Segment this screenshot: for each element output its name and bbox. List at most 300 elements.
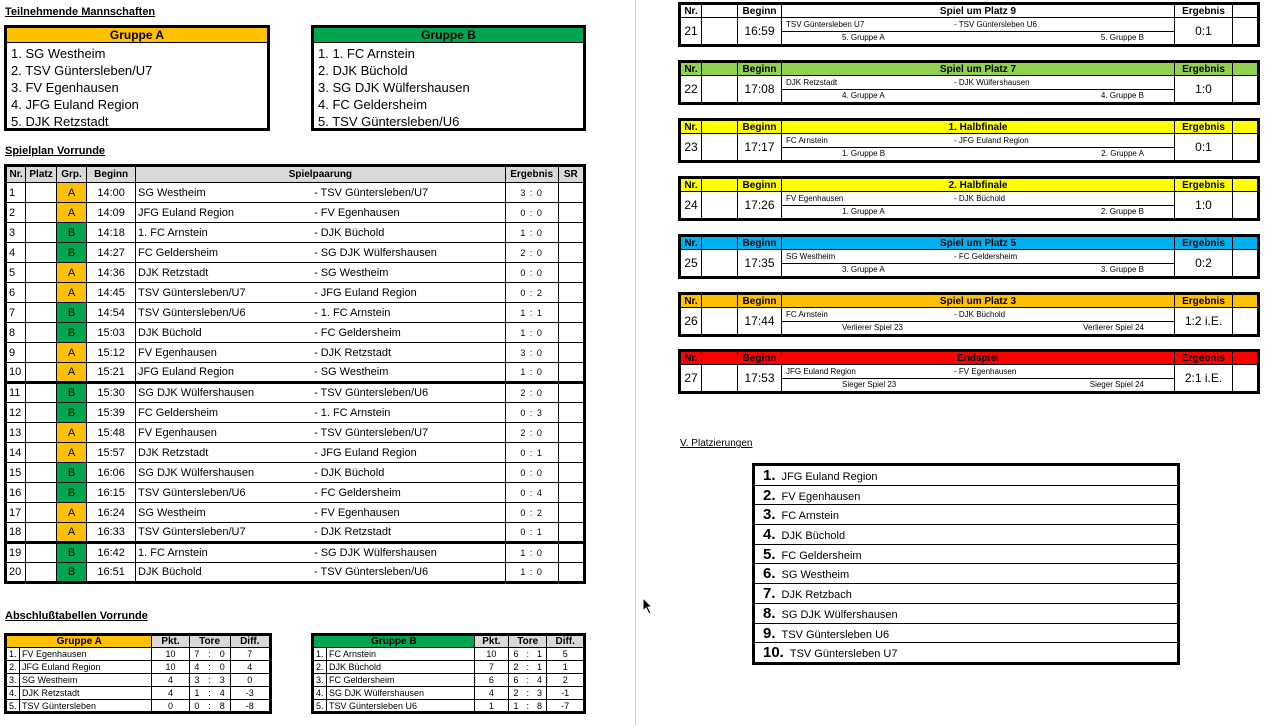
ko-team1: FC Arnstein [786,135,828,145]
game-pairing [136,483,506,503]
spielplan-row [6,543,585,563]
away-team: - FC Geldersheim [314,486,401,499]
goals-for: 0 [189,700,204,713]
game-time: 16:51 [87,563,136,583]
goals-sep: : [204,674,214,687]
table-row [6,661,271,674]
game-time: 14:54 [87,303,136,323]
rank: 1. [6,648,20,661]
table-row [6,700,271,713]
game-time: 16:15 [87,483,136,503]
rank: 5. [313,700,327,713]
game-pairing [136,243,506,263]
game-result: 2 : 0 [505,383,558,403]
spielplan-row [6,243,585,263]
rank: 2. [6,661,20,674]
ko-teams [782,19,1174,32]
ko-title: 2. Halbfinale [782,178,1175,192]
ko-match [782,18,1175,46]
away-team: - 1. FC Arnstein [314,406,391,419]
game-pairing [136,563,506,583]
home-team: TSV Güntersleben/U6 [138,306,246,319]
game-sr [558,263,584,283]
ko-sr [1233,134,1259,162]
away-team: - DJK Retzstadt [314,526,392,538]
game-time: 14:36 [87,263,136,283]
points: 4 [152,674,189,687]
ko-platz [702,192,738,220]
table-row [6,648,271,661]
game-platz [26,503,56,523]
ko-team2: - FC Geldersheim [954,251,1018,261]
spielplan-row [6,323,585,343]
goals-for: 6 [509,674,523,687]
ko-seed1: Verlierer Spiel 23 [842,322,903,332]
ko-result: 0:1 [1175,18,1233,46]
placement-row [755,564,1177,584]
ko-spacer [702,294,738,308]
spielplan-row [6,303,585,323]
ko-beginn: 17:17 [738,134,782,162]
ko-ergebnis-header: Ergebnis [1175,236,1233,250]
game-platz [26,403,56,423]
game-platz [26,343,56,363]
game-group: A [56,283,86,303]
ko-team1: TSV Güntersleben U7 [786,19,865,29]
game-group: B [56,563,86,583]
spielplan-row [6,363,585,383]
game-time: 14:45 [87,283,136,303]
game-platz [26,283,56,303]
spielplan-header-cell: SR [558,166,584,183]
points: 6 [474,674,508,687]
goal-diff: 5 [547,648,585,661]
platzierungen-list [752,463,1180,665]
goals-for: 4 [189,661,204,674]
points: 10 [152,661,189,674]
goals-against: 3 [215,674,230,687]
goal-diff: 1 [547,661,585,674]
rank: 3. [313,674,327,687]
team-item: 4. JFG Euland Region [11,97,139,112]
spielplan-title: Spielplan Vorrunde [5,145,106,157]
game-nr: 13 [6,423,26,443]
ko-nr: 25 [680,250,702,278]
game-platz [26,483,56,503]
game-result: 0 : 0 [505,463,558,483]
game-result: 0 : 0 [505,263,558,283]
ko-ergebnis-header: Ergebnis [1175,62,1233,76]
ko-seed2: 2. Gruppe A [1101,148,1144,158]
table-header-cell: Gruppe A [6,635,152,648]
game-sr [558,483,584,503]
team-item: 4. FC Geldersheim [318,97,428,112]
ko-seed1: 1. Gruppe A [842,206,885,216]
rank: 2. [313,661,327,674]
ko-seeds [782,148,1174,160]
ko-team1: FC Arnstein [786,309,828,319]
game-sr [558,243,584,263]
ko-platz [702,250,738,278]
goals-for: 3 [189,674,204,687]
home-team: DJK Retzstadt [138,446,209,459]
spielplan-row [6,563,585,583]
ko-seed1: Sieger Spiel 23 [842,379,897,389]
away-team: - TSV Güntersleben/U6 [314,566,429,578]
goals-against: 0 [215,661,230,674]
points: 1 [474,700,508,713]
goals-sep: : [523,648,533,661]
ko-game-table [678,349,1260,394]
game-platz [26,523,56,543]
spielplan-header-cell: Platz [26,166,56,183]
game-group: B [56,383,86,403]
ko-match [782,250,1175,278]
game-result: 3 : 0 [505,183,558,203]
tabelle-gruppe-b [311,633,586,714]
game-nr: 5 [6,263,26,283]
game-sr [558,283,584,303]
game-platz [26,543,56,563]
game-sr [558,523,584,543]
goals-sep: : [523,687,533,700]
ko-nr-header: Nr. [680,351,702,365]
game-result: 1 : 1 [505,303,558,323]
game-platz [26,243,56,263]
ko-seeds [782,32,1174,44]
points: 10 [152,648,189,661]
away-team: - TSV Güntersleben/U6 [314,387,429,399]
spielplan-row [6,343,585,363]
game-result: 1 : 0 [505,223,558,243]
game-pairing [136,203,506,223]
ko-nr-header: Nr. [680,4,702,18]
away-team: - DJK Büchold [314,226,385,239]
gruppe-a-list [7,43,267,130]
ko-title: 1. Halbfinale [782,120,1175,134]
goals-sep: : [523,661,533,674]
ko-seed2: 2. Gruppe B [1100,206,1144,216]
goal-diff: -1 [547,687,585,700]
goals-sep: : [204,648,214,661]
ko-beginn: 17:35 [738,250,782,278]
placement-team: DJK Retzbach [781,589,852,602]
game-result: 0 : 4 [505,483,558,503]
ko-team2: - JFG Euland Region [954,135,1029,145]
game-time: 15:03 [87,323,136,343]
away-team: - DJK Büchold [314,466,385,479]
game-sr [558,363,584,383]
placement-team: DJK Büchold [781,530,846,543]
game-nr: 20 [6,563,26,583]
ko-title: Spiel um Platz 3 [782,294,1175,308]
spielplan-row [6,223,585,243]
goal-diff: 0 [230,674,270,687]
ko-nr-header: Nr. [680,62,702,76]
table-row [313,674,585,687]
game-pairing [136,183,506,203]
game-sr [558,203,584,223]
placement-row [755,505,1177,525]
goals-sep: : [523,674,533,687]
ko-result: 1:0 [1175,76,1233,104]
game-result: 1 : 0 [505,363,558,383]
away-team: - SG DJK Wülfershausen [314,547,437,559]
placement-rank: 3. [763,506,776,524]
placement-team: FV Egenhausen [781,490,861,503]
goals-for: 7 [189,648,204,661]
ko-result: 0:1 [1175,134,1233,162]
ko-title: Spiel um Platz 5 [782,236,1175,250]
ko-beginn-header: Beginn [738,351,782,365]
goals-against: 8 [533,700,547,713]
game-time: 15:12 [87,343,136,363]
ko-seeds [782,206,1174,218]
away-team: - TSV Güntersleben/U7 [314,186,429,199]
game-time: 15:30 [87,383,136,403]
game-group: B [56,483,86,503]
ko-platz [702,308,738,336]
rank: 3. [6,674,20,687]
away-team: - DJK Retzstadt [314,346,392,359]
game-pairing [136,463,506,483]
team-name: FV Egenhausen [20,648,152,661]
spielplan-header [6,166,585,183]
game-nr: 8 [6,323,26,343]
ko-game-table [678,2,1260,47]
game-result: 1 : 0 [505,323,558,343]
placement-rank: 5. [763,545,776,563]
team-name: SG Westheim [20,674,152,687]
game-nr: 7 [6,303,26,323]
ko-beginn: 17:44 [738,308,782,336]
ko-team2: - FV Egenhausen [954,366,1017,376]
ko-beginn-header: Beginn [738,62,782,76]
spielplan-row [6,443,585,463]
game-group: A [56,423,86,443]
game-nr: 6 [6,283,26,303]
teams-title: Teilnehmende Mannschaften [5,6,156,18]
goal-diff: -8 [230,700,270,713]
ko-seeds [782,264,1174,276]
game-group: B [56,323,86,343]
gruppe-b-list [314,43,583,130]
away-team: - FC Geldersheim [314,326,401,339]
ko-sr-header [1233,351,1259,365]
game-sr [558,503,584,523]
away-team: - FV Egenhausen [314,206,400,219]
ko-platz [702,365,738,393]
game-pairing [136,363,506,383]
game-nr: 10 [6,363,26,383]
team-name: FC Arnstein [327,648,475,661]
goals-for: 2 [509,687,523,700]
ko-nr: 22 [680,76,702,104]
home-team: 1. FC Arnstein [138,547,208,559]
home-team: JFG Euland Region [138,206,234,219]
game-time: 16:33 [87,523,136,543]
ko-game-table [678,234,1260,279]
game-group: B [56,543,86,563]
rank: 5. [6,700,20,713]
team-item: 2. TSV Güntersleben/U7 [11,63,153,78]
game-group: B [56,223,86,243]
ko-team2: - TSV Güntersleben U6 [954,19,1038,29]
table-header-cell: Tore [189,635,230,648]
placement-team: SG Westheim [781,569,850,582]
game-result: 3 : 0 [505,343,558,363]
game-platz [26,303,56,323]
game-pairing [136,503,506,523]
game-group: B [56,303,86,323]
cursor-icon [642,597,654,615]
game-pairing [136,323,506,343]
game-nr: 17 [6,503,26,523]
ko-seeds [782,90,1174,102]
ko-team2: - DJK Büchold [954,309,1006,319]
table-row [313,648,585,661]
goals-against: 1 [533,648,547,661]
ko-ergebnis-header: Ergebnis [1175,4,1233,18]
home-team: TSV Güntersleben/U7 [138,286,246,299]
ko-ergebnis-header: Ergebnis [1175,178,1233,192]
ko-platz [702,134,738,162]
placement-rank: 6. [763,565,776,583]
ko-result: 1:0 [1175,192,1233,220]
ko-teams [782,366,1174,379]
game-pairing [136,263,506,283]
game-sr [558,563,584,583]
game-sr [558,423,584,443]
game-nr: 9 [6,343,26,363]
game-sr [558,383,584,403]
points: 10 [474,648,508,661]
home-team: TSV Güntersleben/U6 [138,486,246,499]
away-team: - SG Westheim [314,266,389,279]
ko-seed1: 3. Gruppe A [842,264,885,274]
game-result: 0 : 0 [505,203,558,223]
game-nr: 16 [6,483,26,503]
game-platz [26,383,56,403]
game-nr: 12 [6,403,26,423]
away-team: - SG Westheim [314,366,389,378]
ko-game-table [678,292,1260,337]
spielplan-row [6,423,585,443]
rank: 1. [313,648,327,661]
table-row [313,661,585,674]
spielplan-header-cell: Grp. [56,166,86,183]
ko-beginn-header: Beginn [738,236,782,250]
ko-nr-header: Nr. [680,178,702,192]
game-time: 14:18 [87,223,136,243]
away-team: - JFG Euland Region [314,286,417,299]
game-time: 15:21 [87,363,136,383]
ko-team2: - DJK Büchold [954,193,1006,203]
ko-sr-header [1233,178,1259,192]
table-row [313,700,585,713]
game-platz [26,563,56,583]
ko-sr-header [1233,120,1259,134]
game-result: 1 : 0 [505,563,558,583]
game-group: A [56,363,86,383]
gruppe-b-box [311,25,586,131]
spielplan-row [6,463,585,483]
team-item: 5. DJK Retzstadt [11,114,109,129]
ko-result: 2:1 i.E. [1175,365,1233,393]
ko-team1: DJK Retzstadt [786,77,838,87]
ko-nr-header: Nr. [680,294,702,308]
placement-row [755,486,1177,506]
ko-seed2: 3. Gruppe B [1100,264,1144,274]
goals-sep: : [204,700,214,713]
home-team: FC Geldersheim [138,406,219,419]
game-platz [26,203,56,223]
goals-for: 6 [509,648,523,661]
ko-match [782,134,1175,162]
table-header [313,635,585,648]
table-row [6,674,271,687]
home-team: JFG Euland Region [138,366,234,378]
ko-game-table [678,60,1260,105]
team-name: SG DJK Wülfershausen [327,687,475,700]
game-time: 14:00 [87,183,136,203]
placement-rank: 1. [763,467,776,484]
placement-rank: 2. [763,486,776,504]
ko-platz [702,76,738,104]
away-team: - TSV Güntersleben/U7 [314,426,429,439]
game-platz [26,223,56,243]
game-pairing [136,383,506,403]
game-pairing [136,543,506,563]
home-team: DJK Retzstadt [138,266,209,279]
home-team: DJK Büchold [138,326,202,339]
ko-spacer [702,236,738,250]
game-group: A [56,343,86,363]
game-result: 2 : 0 [505,243,558,263]
goals-for: 2 [509,661,523,674]
game-sr [558,403,584,423]
ko-seeds [782,379,1174,391]
rank: 4. [313,687,327,700]
away-team: - FV Egenhausen [314,506,400,519]
game-time: 16:06 [87,463,136,483]
game-group: B [56,463,86,483]
ko-seed2: 4. Gruppe B [1100,90,1144,100]
ko-match [782,192,1175,220]
game-result: 0 : 2 [505,283,558,303]
home-team: SG Westheim [138,186,206,199]
team-name: TSV Güntersleben U6 [327,700,475,713]
ko-spacer [702,120,738,134]
ko-beginn: 17:26 [738,192,782,220]
ko-title: Spiel um Platz 7 [782,62,1175,76]
game-group: A [56,263,86,283]
ko-teams [782,251,1174,264]
away-team: - JFG Euland Region [314,446,417,459]
game-group: A [56,443,86,463]
platzierungen-title: V. Platzierungen [680,438,753,449]
goals-against: 0 [215,648,230,661]
game-sr [558,443,584,463]
team-item: 2. DJK Büchold [318,63,408,78]
ko-match [782,76,1175,104]
page-divider [635,0,636,725]
table-header [6,635,271,648]
ko-team1: FV Egenhausen [786,193,844,203]
ko-beginn-header: Beginn [738,294,782,308]
game-pairing [136,343,506,363]
spielplan-header-cell: Spielpaarung [136,166,506,183]
